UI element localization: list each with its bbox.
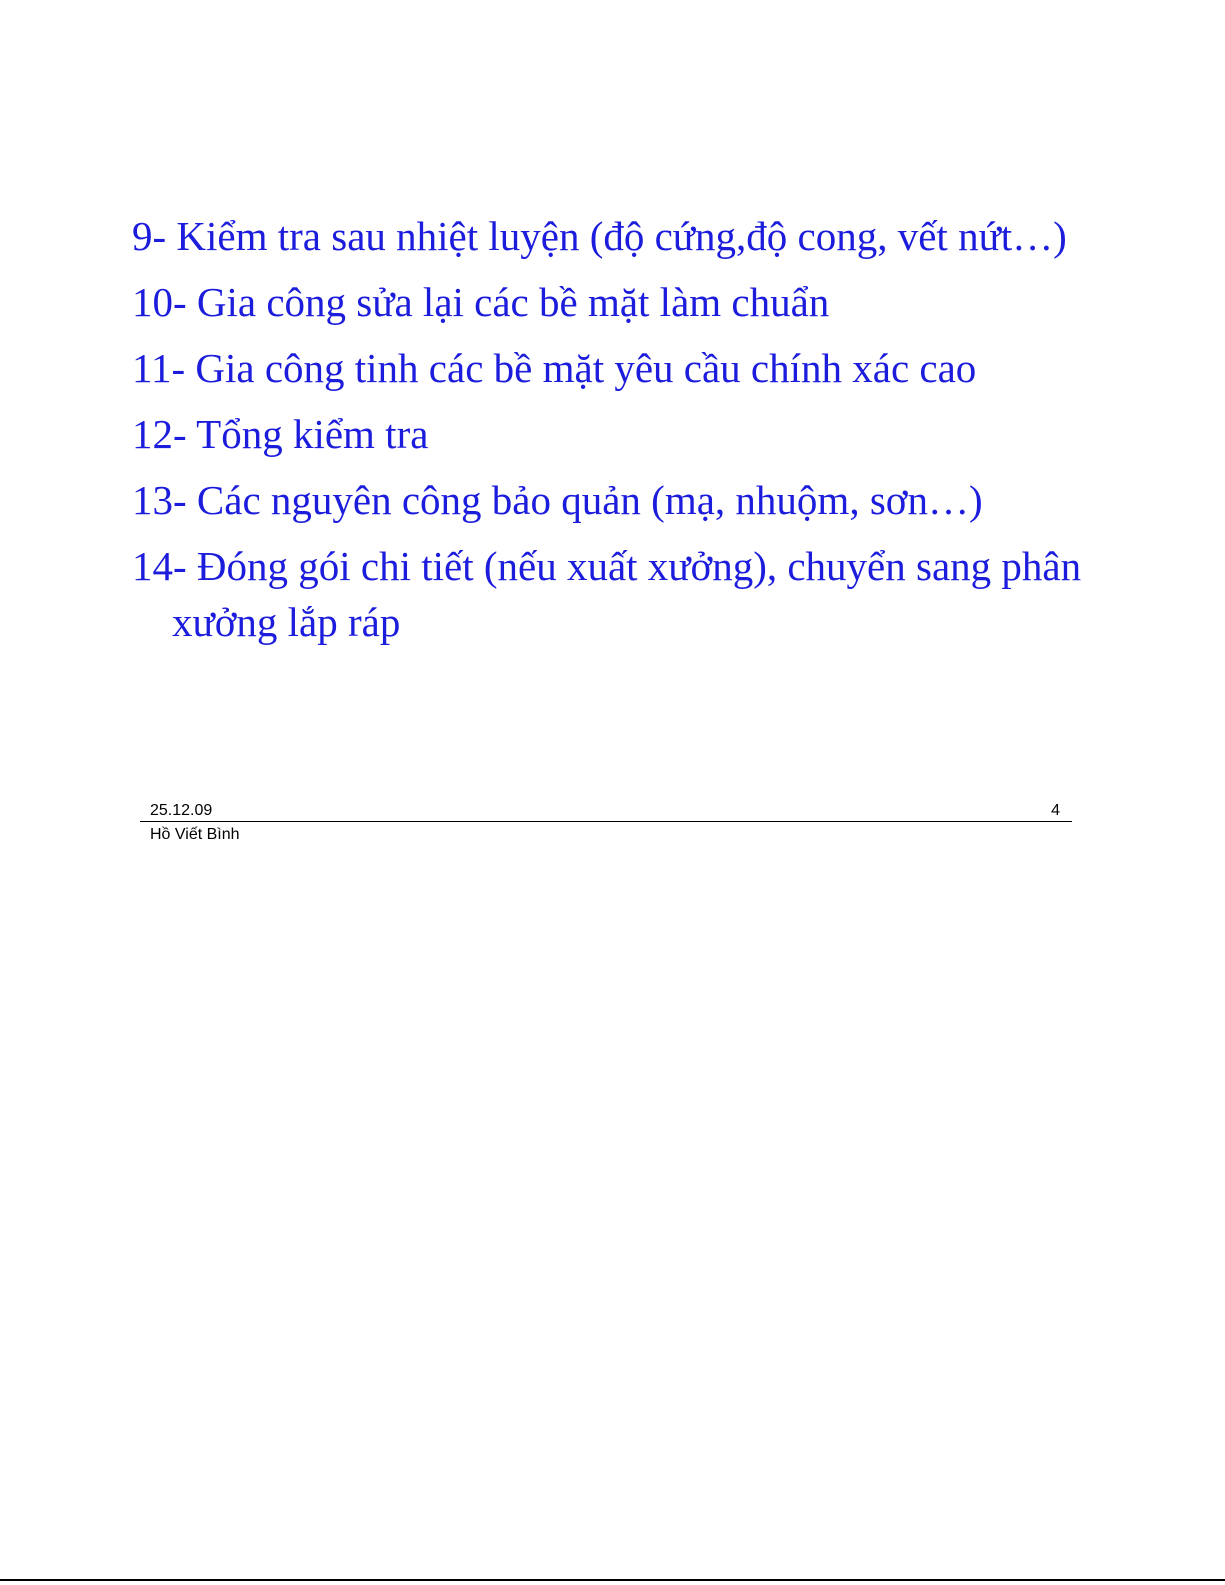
footer-author: Hồ Viết Bình bbox=[150, 826, 240, 843]
list-item-step-14: 14- Đóng gói chi tiết (nếu xuất xưởng), chuyển sang phân xưởng lắp ráp bbox=[132, 543, 1082, 645]
process-step-list bbox=[132, 208, 1122, 660]
list-item-step-10: 10- Gia công sửa lại các bề mặt làm chuẩn bbox=[132, 279, 830, 325]
footer-date: 25.12.09 bbox=[150, 802, 213, 819]
list-item-step-13: 13- Các nguyên công bảo quản (mạ, nhuộm, sơn…) bbox=[132, 477, 983, 523]
list-item-step-11: 11- Gia công tinh các bề mặt yêu cầu chính xác cao bbox=[132, 345, 977, 391]
page-number: 4 bbox=[1051, 802, 1060, 819]
page-bottom-divider bbox=[0, 1579, 1225, 1581]
page-footer bbox=[140, 800, 1072, 850]
list-item-step-12: 12- Tổng kiểm tra bbox=[132, 411, 429, 457]
footer-divider bbox=[140, 821, 1072, 822]
list-item-step-9: 9- Kiểm tra sau nhiệt luyện (độ cứng,độ cong, vết nứt…) bbox=[132, 213, 1067, 259]
